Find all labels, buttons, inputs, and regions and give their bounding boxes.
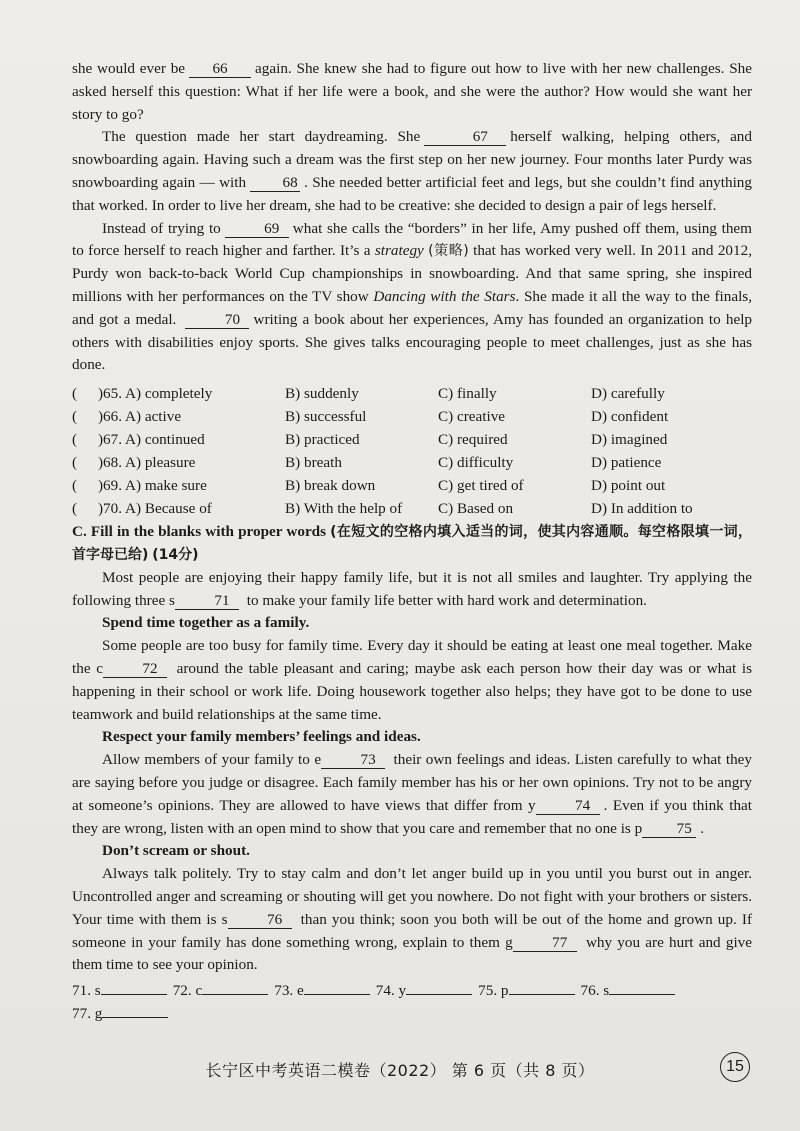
answer-paren[interactable]: ( [72, 385, 78, 403]
sub-heading: Don’t scream or shout. [102, 842, 250, 860]
option-c: C) Based on [438, 500, 514, 518]
paragraph [72, 749, 752, 840]
text: writing a book about her experiences, Amy has founded an organization to help others with disabilities enjoy sports. She gives talks encouraging people to meet challenges, just as she has done. [72, 310, 753, 374]
blank-70[interactable]: 70 [185, 311, 249, 329]
initial-letter: c [96, 659, 103, 677]
answer-72[interactable] [173, 979, 269, 1002]
option-d: D) confident [591, 408, 669, 426]
show-title: Dancing with the Stars [373, 287, 516, 305]
heading-instructions: (在短文的空格内填入适当的词，使其内容通顺。每空格限填一词，首字母已给) [72, 524, 752, 563]
paragraph [72, 58, 752, 126]
option-row [72, 498, 752, 521]
text: herself walking, helping others, and snowboarding again. Having such a dream was the first step on her new journey. Four months later Purdy was snowboarding again — with [72, 128, 752, 191]
paragraph [72, 126, 752, 217]
text: Allow members of your family to [102, 751, 310, 769]
answer-paren[interactable]: ( [72, 408, 78, 426]
blank-69[interactable]: 69 [225, 220, 289, 238]
blank-77[interactable]: 77 [513, 934, 577, 952]
paragraph [72, 863, 752, 977]
text: why you are hurt and give them time to see your opinion. [72, 933, 752, 974]
sub-heading: Spend time together as a family. [102, 614, 310, 632]
answer-lines [72, 979, 752, 1025]
answer-label: 75. p [478, 982, 509, 1000]
initial-letter: g [505, 933, 513, 951]
heading-text: C. Fill in the blanks with proper words [72, 523, 327, 541]
answer-paren[interactable]: ( [72, 477, 78, 495]
text: again. She knew she had to figure out how to live with her new challenges. She asked herself this question: What if her life were a book, and she were the author? How would she want her story to go? [72, 60, 752, 123]
option-a: )65. A) completely [98, 385, 213, 403]
italic-word: strategy [374, 242, 424, 260]
option-a: )68. A) pleasure [98, 454, 196, 472]
answer-71[interactable] [72, 979, 167, 1002]
text: Some people are too busy for family time. Every day it should be eating at least one meal together. Make the [72, 637, 752, 677]
initial-letter: s [169, 591, 175, 609]
option-c: C) difficulty [438, 454, 514, 472]
page-content [72, 58, 752, 1025]
page-footer: 长宁区中考英语二模卷（2022） 第 6 页（共 8 页） [205, 1061, 595, 1080]
initial-letter: y [528, 796, 536, 814]
text: Always talk politely. Try to stay calm and don’t let anger build up in you until you burst out in anger. Uncontrolled anger and screaming or shouting will get you nowhere. Do not fight with your brothers or sisters. Your time with them is [72, 865, 752, 928]
option-row [72, 475, 752, 498]
text: Most people are enjoying their happy family life, but it is not all smiles and laughter. Try applying the following three [72, 568, 752, 609]
answer-line[interactable] [609, 979, 675, 995]
option-d: D) In addition to [591, 500, 693, 518]
initial-letter: e [314, 751, 322, 769]
option-b: B) practiced [285, 431, 360, 449]
text: . She made it all the way to the finals, and got a medal. [72, 287, 753, 328]
option-b: B) suddenly [285, 385, 359, 403]
blank-71[interactable]: 71 [175, 592, 239, 610]
answer-line[interactable] [509, 979, 575, 995]
option-row [72, 406, 752, 429]
answer-line[interactable] [304, 979, 370, 995]
option-b: B) successful [285, 408, 367, 426]
blank-74[interactable]: 74 [536, 797, 600, 815]
answer-73[interactable] [274, 979, 370, 1002]
answer-label: 74. y [375, 982, 407, 1000]
blank-67[interactable]: 67 [424, 128, 506, 146]
answer-line[interactable] [202, 979, 268, 995]
answer-line[interactable] [102, 1002, 168, 1018]
text: . Even if you think that they are wrong, listen with an open mind to show that you care and remember that no one is [72, 796, 752, 837]
text: what she calls the “borders” in her life, Amy pushed off them, using them to force herself to reach higher and farther. It’s a [72, 219, 752, 260]
option-c: C) finally [438, 385, 497, 403]
blank-76[interactable]: 76 [228, 911, 292, 929]
option-b: B) break down [285, 477, 376, 495]
answer-76[interactable] [581, 979, 676, 1002]
text: The question made her start daydreaming. She [102, 128, 421, 146]
text: their own feelings and ideas. Listen carefully to what they are saying before you judge or disagree. Each family member has his or her own opinions. Try not to be angry at someone’s opinions. They are allowed to have views that differ from [72, 751, 752, 814]
blank-73[interactable]: 73 [321, 751, 385, 769]
answer-paren[interactable]: ( [72, 454, 78, 472]
option-c: C) creative [438, 408, 506, 426]
option-row [72, 452, 752, 475]
text: she would ever be [72, 60, 186, 77]
option-c: C) required [438, 431, 508, 449]
option-a: )66. A) active [98, 408, 182, 426]
answer-74[interactable] [376, 979, 472, 1002]
options-list [72, 383, 752, 521]
chinese-gloss: (策略) [428, 243, 469, 260]
answer-label: 76. s [580, 982, 610, 1000]
option-row [72, 383, 752, 406]
initial-letter: p [634, 819, 643, 837]
text: that has worked very well. In 2011 and 2012, Purdy won back-to-back World Cup championships in snowboarding. And that same spring, she inspired millions with her performances on the TV show [72, 242, 752, 305]
option-row [72, 429, 752, 452]
sub-heading: Respect your family members’ feelings and ideas. [102, 728, 421, 746]
answer-77[interactable] [72, 1002, 168, 1025]
option-a: )70. A) Because of [98, 500, 212, 518]
option-a: )67. A) continued [98, 431, 205, 449]
option-a: )69. A) make sure [98, 477, 207, 495]
option-d: D) carefully [591, 385, 665, 403]
text: than you think; soon you both will be out of the home and grown up. If someone in your family has done something wrong, explain to them [72, 910, 753, 951]
answer-label: 72. c [172, 982, 203, 1000]
option-c: C) get tired of [438, 477, 524, 495]
page-number-badge: 15 [720, 1052, 750, 1082]
section-c-heading [72, 521, 752, 567]
option-b: B) breath [285, 454, 342, 472]
blank-68[interactable]: 68 [250, 174, 300, 192]
option-d: D) imagined [591, 431, 668, 449]
blank-72[interactable]: 72 [103, 660, 167, 678]
text: . She needed better artificial feet and legs, but she couldn’t find anything that worked. In order to live her dream, she had to be creative: she decided to design a pair of legs herself. [72, 173, 752, 214]
option-d: D) patience [591, 454, 662, 472]
blank-75[interactable]: 75 [642, 820, 696, 838]
heading-score: (14分) [152, 546, 199, 563]
text: . [700, 819, 705, 837]
option-b: B) With the help of [285, 500, 403, 518]
paragraph [72, 567, 752, 613]
text: around the table pleasant and caring; maybe ask each person how their day was or what is happening in their school or work life. Doing housework together also helps; they have got to be done to use teamwork and build relationships at the same time. [72, 659, 752, 723]
answer-label: 77. g [72, 1005, 103, 1023]
answer-paren[interactable]: ( [72, 431, 78, 449]
blank-66[interactable]: 66 [189, 60, 251, 78]
text: Instead of trying to [102, 219, 221, 237]
answer-paren[interactable]: ( [72, 500, 78, 518]
answer-line[interactable] [406, 979, 472, 995]
answer-line[interactable] [101, 979, 167, 995]
option-d: D) point out [591, 477, 666, 495]
paragraph [72, 218, 752, 378]
initial-letter: s [221, 910, 228, 928]
text: to make your family life better with hard work and determination. [246, 591, 647, 609]
answer-label: 71. s [72, 982, 101, 1000]
answer-75[interactable] [478, 979, 574, 1002]
answer-label: 73. e [274, 982, 304, 1000]
paragraph [72, 635, 752, 726]
